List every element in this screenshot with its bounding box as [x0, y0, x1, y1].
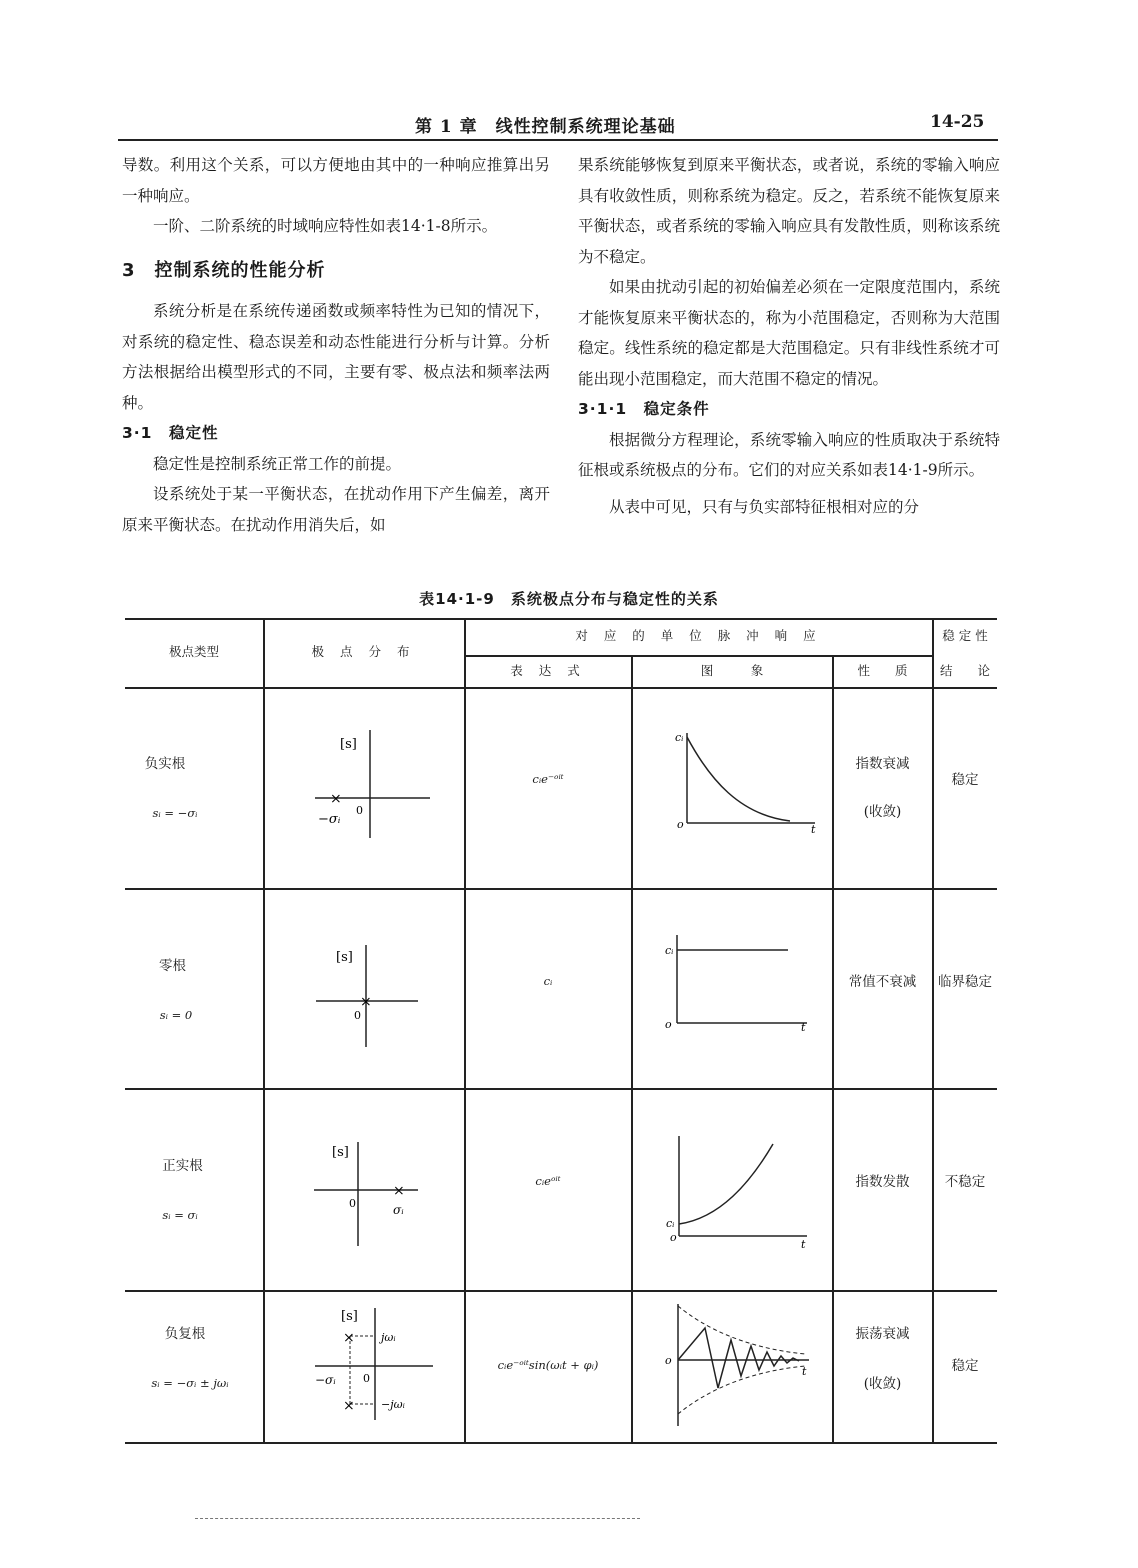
row2-root: sᵢ = 0	[159, 1008, 193, 1022]
row2-response-graph	[665, 925, 825, 1040]
header-graph: 图 象	[700, 663, 764, 678]
pole-cross-lower: ×	[343, 1398, 355, 1414]
section-heading: 3 控制系统的性能分析	[122, 259, 326, 281]
row2-type: 零根	[159, 958, 186, 974]
origin-label: 0	[349, 1197, 356, 1210]
origin-label: 0	[354, 1009, 361, 1022]
left-column	[122, 150, 550, 540]
row3-nature-1: 指数发散	[855, 1174, 910, 1190]
s-plane-label: [s]	[340, 737, 357, 752]
header-nature: 性 质	[857, 663, 908, 678]
paragraph: 根据微分方程理论，系统零输入响应的性质取决于系统特征根或系统极点的分布。它们的对应关系如表14·1-9所示。	[578, 430, 1000, 479]
right-column	[578, 150, 1000, 522]
col-rule	[932, 620, 934, 1442]
row4-nature-1: 振荡衰减	[855, 1326, 910, 1342]
header-bottom-rule	[125, 687, 997, 689]
row-rule	[125, 888, 997, 890]
row2-expression: cᵢ	[543, 974, 553, 988]
sigma-label: −σᵢ	[315, 1373, 336, 1387]
col-rule	[263, 620, 265, 1442]
sigma-label: σᵢ	[393, 1203, 404, 1217]
table-top-rule	[125, 618, 997, 620]
row4-root: sᵢ = −σᵢ ± jωᵢ	[151, 1376, 229, 1390]
subsubsection-heading: 3·1·1 稳定条件	[578, 400, 710, 418]
jw-pos-label: jωᵢ	[381, 1331, 396, 1344]
paragraph: 如果由扰动引起的初始偏差必须在一定限度范围内，系统才能恢复原来平衡状态的，称为小范围稳定，否则称为大范围稳定。线性系统的稳定都是大范围稳定。只有非线性系统才可能出现小范围稳定，而大范围不稳定的情况。	[578, 278, 1000, 388]
row2-nature-1: 常值不衰减	[848, 974, 917, 990]
row1-nature-2: (收敛)	[863, 804, 902, 820]
jw-neg-label: −jωᵢ	[381, 1398, 405, 1411]
row4-nature-2: (收敛)	[863, 1376, 902, 1392]
origin-label: o	[670, 1231, 677, 1244]
paragraph: 从表中可见，只有与负实部特征根相对应的分	[609, 497, 920, 516]
header-pole-type: 极点类型	[168, 644, 219, 659]
row4-conclusion: 稳定	[951, 1358, 979, 1374]
pole-cross-upper: ×	[343, 1330, 355, 1346]
col-rule	[464, 620, 466, 1442]
t-label: t	[802, 1365, 807, 1378]
row1-response-graph	[665, 725, 825, 840]
t-label: t	[801, 1238, 806, 1251]
paragraph: 导数。利用这个关系，可以方便地由其中的一种响应推算出另一种响应。	[122, 156, 550, 205]
paragraph: 一阶、二阶系统的时域响应特性如表14·1-8所示。	[153, 217, 498, 235]
header-impulse-response: 对 应 的 单 位 脉 冲 响 应	[575, 628, 822, 643]
row1-expression: cᵢe⁻ᵒⁱᵗ	[532, 772, 564, 786]
header-rule	[118, 139, 998, 141]
header-sub-rule	[465, 655, 932, 657]
origin-label: o	[677, 818, 684, 831]
t-label: t	[801, 1021, 806, 1034]
pole-cross: ×	[360, 994, 372, 1010]
row2-pole-plot	[290, 935, 440, 1055]
pole-cross: ×	[330, 791, 342, 807]
row4-type: 负复根	[164, 1326, 206, 1342]
origin-label: 0	[356, 804, 363, 817]
header-stability: 稳 定 性	[942, 628, 988, 643]
s-plane-label: [s]	[341, 1309, 358, 1324]
paragraph: 设系统处于某一平衡状态，在扰动作用下产生偏差，离开原来平衡状态。在扰动作用消失后，如	[122, 485, 550, 534]
table-bottom-rule	[125, 1442, 997, 1444]
header-expression: 表 达 式	[510, 663, 586, 678]
row2-conclusion: 临界稳定	[938, 974, 992, 990]
paragraph: 稳定性是控制系统正常工作的前提。	[153, 454, 402, 473]
row1-nature-1: 指数衰减	[855, 756, 910, 772]
row3-conclusion: 不稳定	[944, 1174, 986, 1190]
ci-label: cᵢ	[665, 944, 674, 957]
chapter-title: 第 1 章 线性控制系统理论基础	[415, 117, 676, 137]
table-title: 表14·1-9 系统极点分布与稳定性的关系	[419, 590, 719, 608]
row3-root: sᵢ = σᵢ	[162, 1208, 198, 1222]
page-number: 14-25	[930, 112, 985, 132]
ci-label: cᵢ	[666, 1217, 675, 1230]
s-plane-label: [s]	[336, 950, 353, 965]
t-label: t	[811, 823, 816, 836]
col-rule	[832, 656, 834, 1442]
row4-response-graph	[665, 1298, 825, 1433]
row1-conclusion: 稳定	[951, 772, 979, 788]
origin-label: o	[665, 1018, 672, 1031]
header-conclusion: 结 论	[939, 663, 990, 678]
row1-root: sᵢ = −σᵢ	[152, 806, 198, 820]
row4-pole-plot	[295, 1300, 445, 1425]
origin-label: 0	[363, 1372, 370, 1385]
row1-pole-plot	[290, 720, 440, 850]
row3-pole-plot	[290, 1130, 440, 1250]
row4-expression: cᵢe⁻ᵒⁱᵗsin(ωᵢt + φᵢ)	[497, 1358, 599, 1372]
col-rule	[631, 656, 633, 1442]
paragraph: 果系统能够恢复到原来平衡状态，或者说，系统的零输入响应具有收敛性质，则称系统为稳定。反之，若系统不能恢复原来平衡状态，或者系统的零输入响应具有发散性质，则称该系统为不稳定。	[578, 156, 1000, 266]
paragraph: 系统分析是在系统传递函数或频率特性为已知的情况下，对系统的稳定性、稳态误差和动态性能进行分析与计算。分析方法根据给出模型形式的不同，主要有零、极点法和频率法两种。	[122, 302, 550, 412]
row-rule	[125, 1088, 997, 1090]
row3-expression: cᵢeᵒⁱᵗ	[535, 1174, 561, 1188]
sigma-label: −σᵢ	[318, 812, 341, 827]
row-rule	[125, 1290, 997, 1292]
header-pole-distribution: 极 点 分 布	[311, 644, 416, 659]
subsection-heading: 3·1 稳定性	[122, 424, 219, 442]
row3-type: 正实根	[162, 1158, 203, 1174]
row1-type: 负实根	[144, 756, 186, 772]
s-plane-label: [s]	[332, 1145, 349, 1160]
row3-response-graph	[665, 1128, 825, 1253]
pole-cross: ×	[393, 1183, 405, 1199]
bottom-scan-line	[195, 1518, 640, 1520]
ci-label: cᵢ	[675, 731, 684, 744]
origin-label: o	[665, 1354, 672, 1367]
